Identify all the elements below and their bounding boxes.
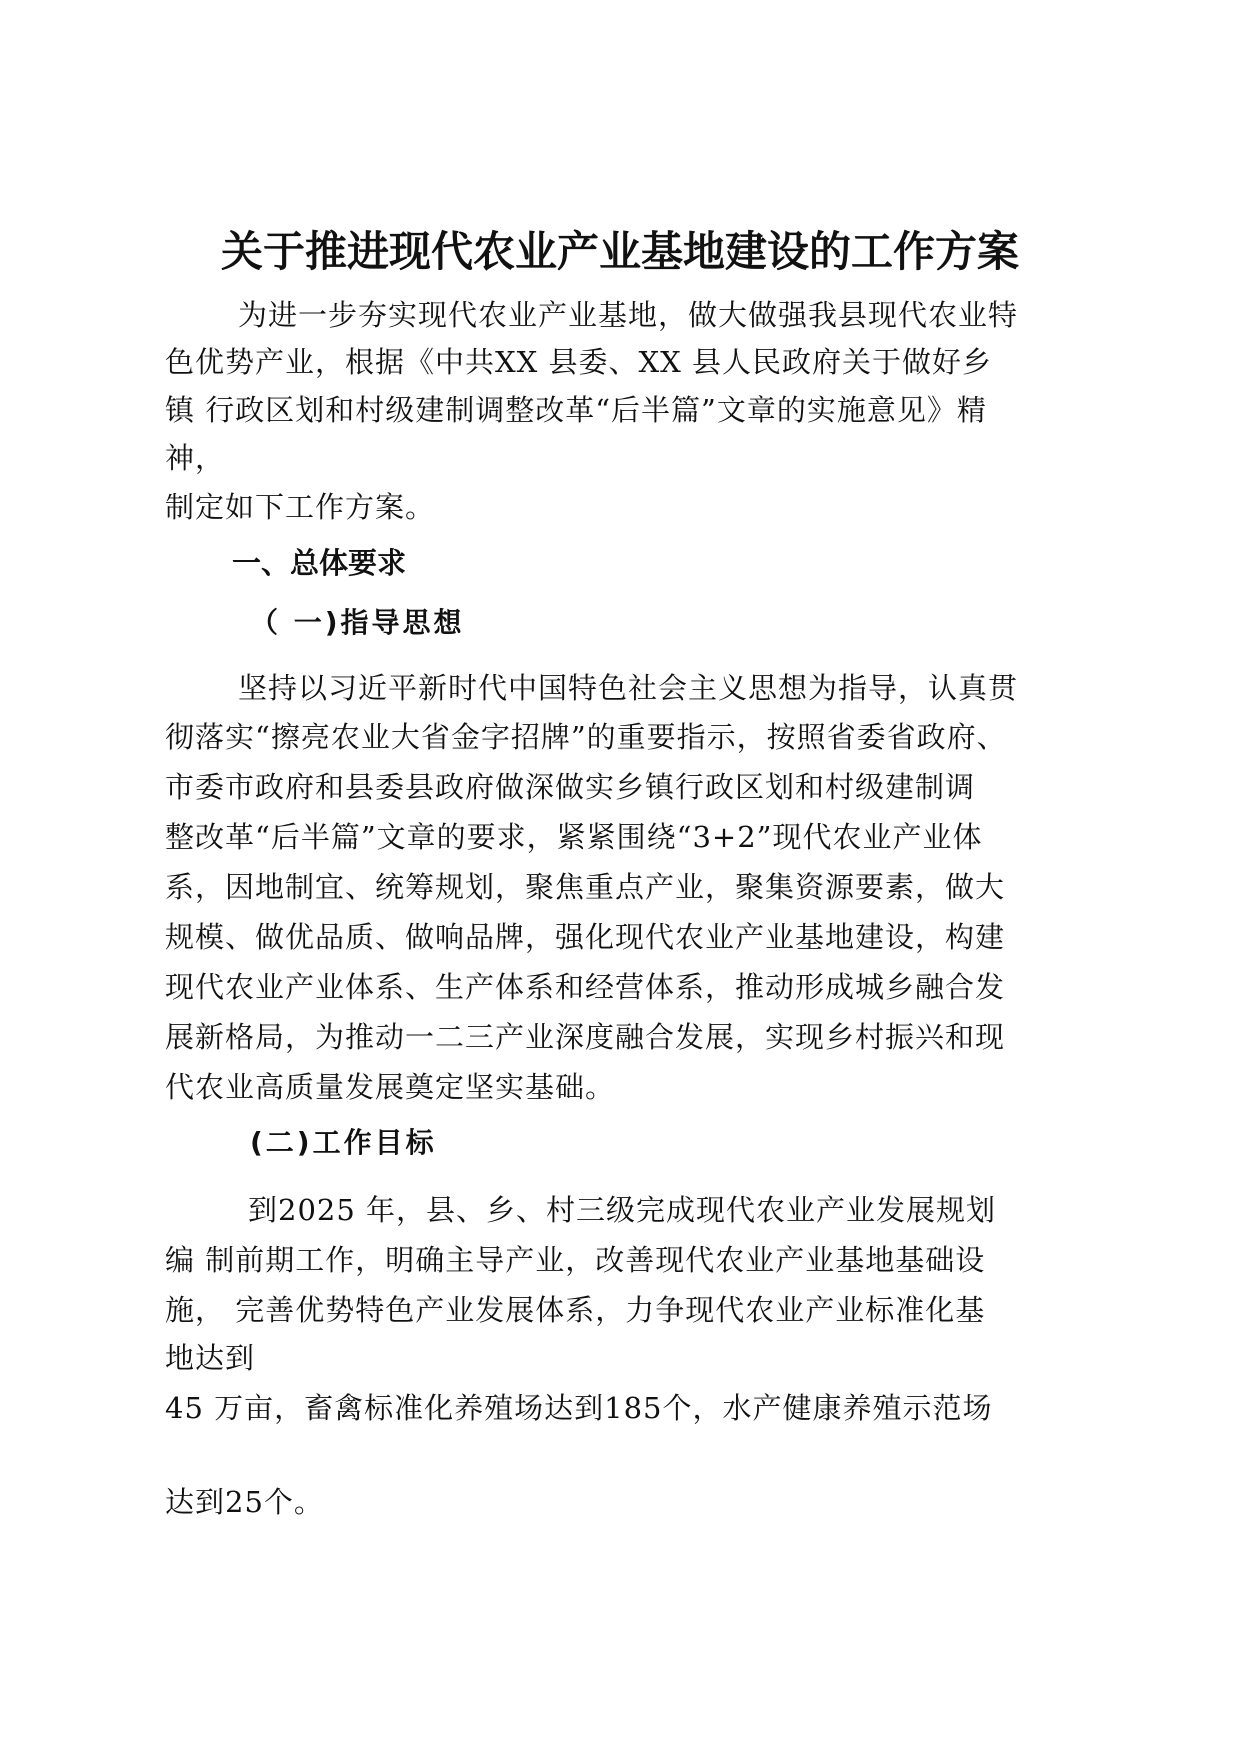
- subsection-heading: （ 一)指导思想: [250, 606, 465, 639]
- intro-line: 色优势产业，根据《中共XX 县委、XX 县人民政府关于做好乡: [165, 345, 993, 379]
- paragraph-line: 系，因地制宜、统筹规划，聚焦重点产业，聚集资源要素，做大: [165, 870, 1006, 904]
- document-title: 关于推进现代农业产业基地建设的工作方案: [220, 227, 1019, 276]
- paragraph-line: 市委市政府和县委县政府做深做实乡镇行政区划和村级建制调: [165, 770, 976, 804]
- paragraph-line: 展新格局，为推动一二三产业深度融合发展，实现乡村振兴和现: [165, 1020, 1006, 1054]
- paragraph-line: 彻落实“擦亮农业大省金字招牌”的重要指示，按照省委省政府、: [165, 720, 1007, 754]
- paragraph-line: 编 制前期工作，明确主导产业，改善现代农业产业基地基础设: [165, 1243, 986, 1277]
- paragraph-line: 规模、做优品质、做响品牌，强化现代农业产业基地建设，构建: [165, 920, 1006, 954]
- paragraph-line: 代农业高质量发展奠定坚实基础。: [165, 1070, 616, 1104]
- paragraph-line: 到2025 年，县、乡、村三级完成现代农业产业发展规划: [248, 1193, 997, 1227]
- intro-line: 神，: [165, 441, 226, 475]
- paragraph-line: 达到25个。: [165, 1485, 324, 1519]
- paragraph-line: 施， 完善优势特色产业发展体系，力争现代农业产业标准化基: [165, 1293, 986, 1327]
- intro-line: 为进一步夯实现代农业产业基地，做大做强我县现代农业特: [238, 298, 1019, 332]
- paragraph-line: 现代农业产业体系、生产体系和经营体系，推动形成城乡融合发: [165, 970, 1006, 1004]
- paragraph-line: 地达到: [165, 1341, 256, 1375]
- intro-line: 镇 行政区划和村级建制调整改革“后半篇”文章的实施意见》精: [165, 393, 987, 427]
- intro-line: 制定如下工作方案。: [165, 490, 436, 524]
- paragraph-line: 坚持以习近平新时代中国特色社会主义思想为指导，认真贯: [238, 671, 1019, 705]
- paragraph-line: 整改革“后半篇”文章的要求，紧紧围绕“3+2”现代农业产业体: [165, 820, 983, 854]
- subsection-heading: (二)工作目标: [250, 1126, 437, 1159]
- section-heading: 一、总体要求: [232, 546, 407, 580]
- paragraph-line: 45 万亩，畜禽标准化养殖场达到185个，水产健康养殖示范场: [165, 1391, 993, 1425]
